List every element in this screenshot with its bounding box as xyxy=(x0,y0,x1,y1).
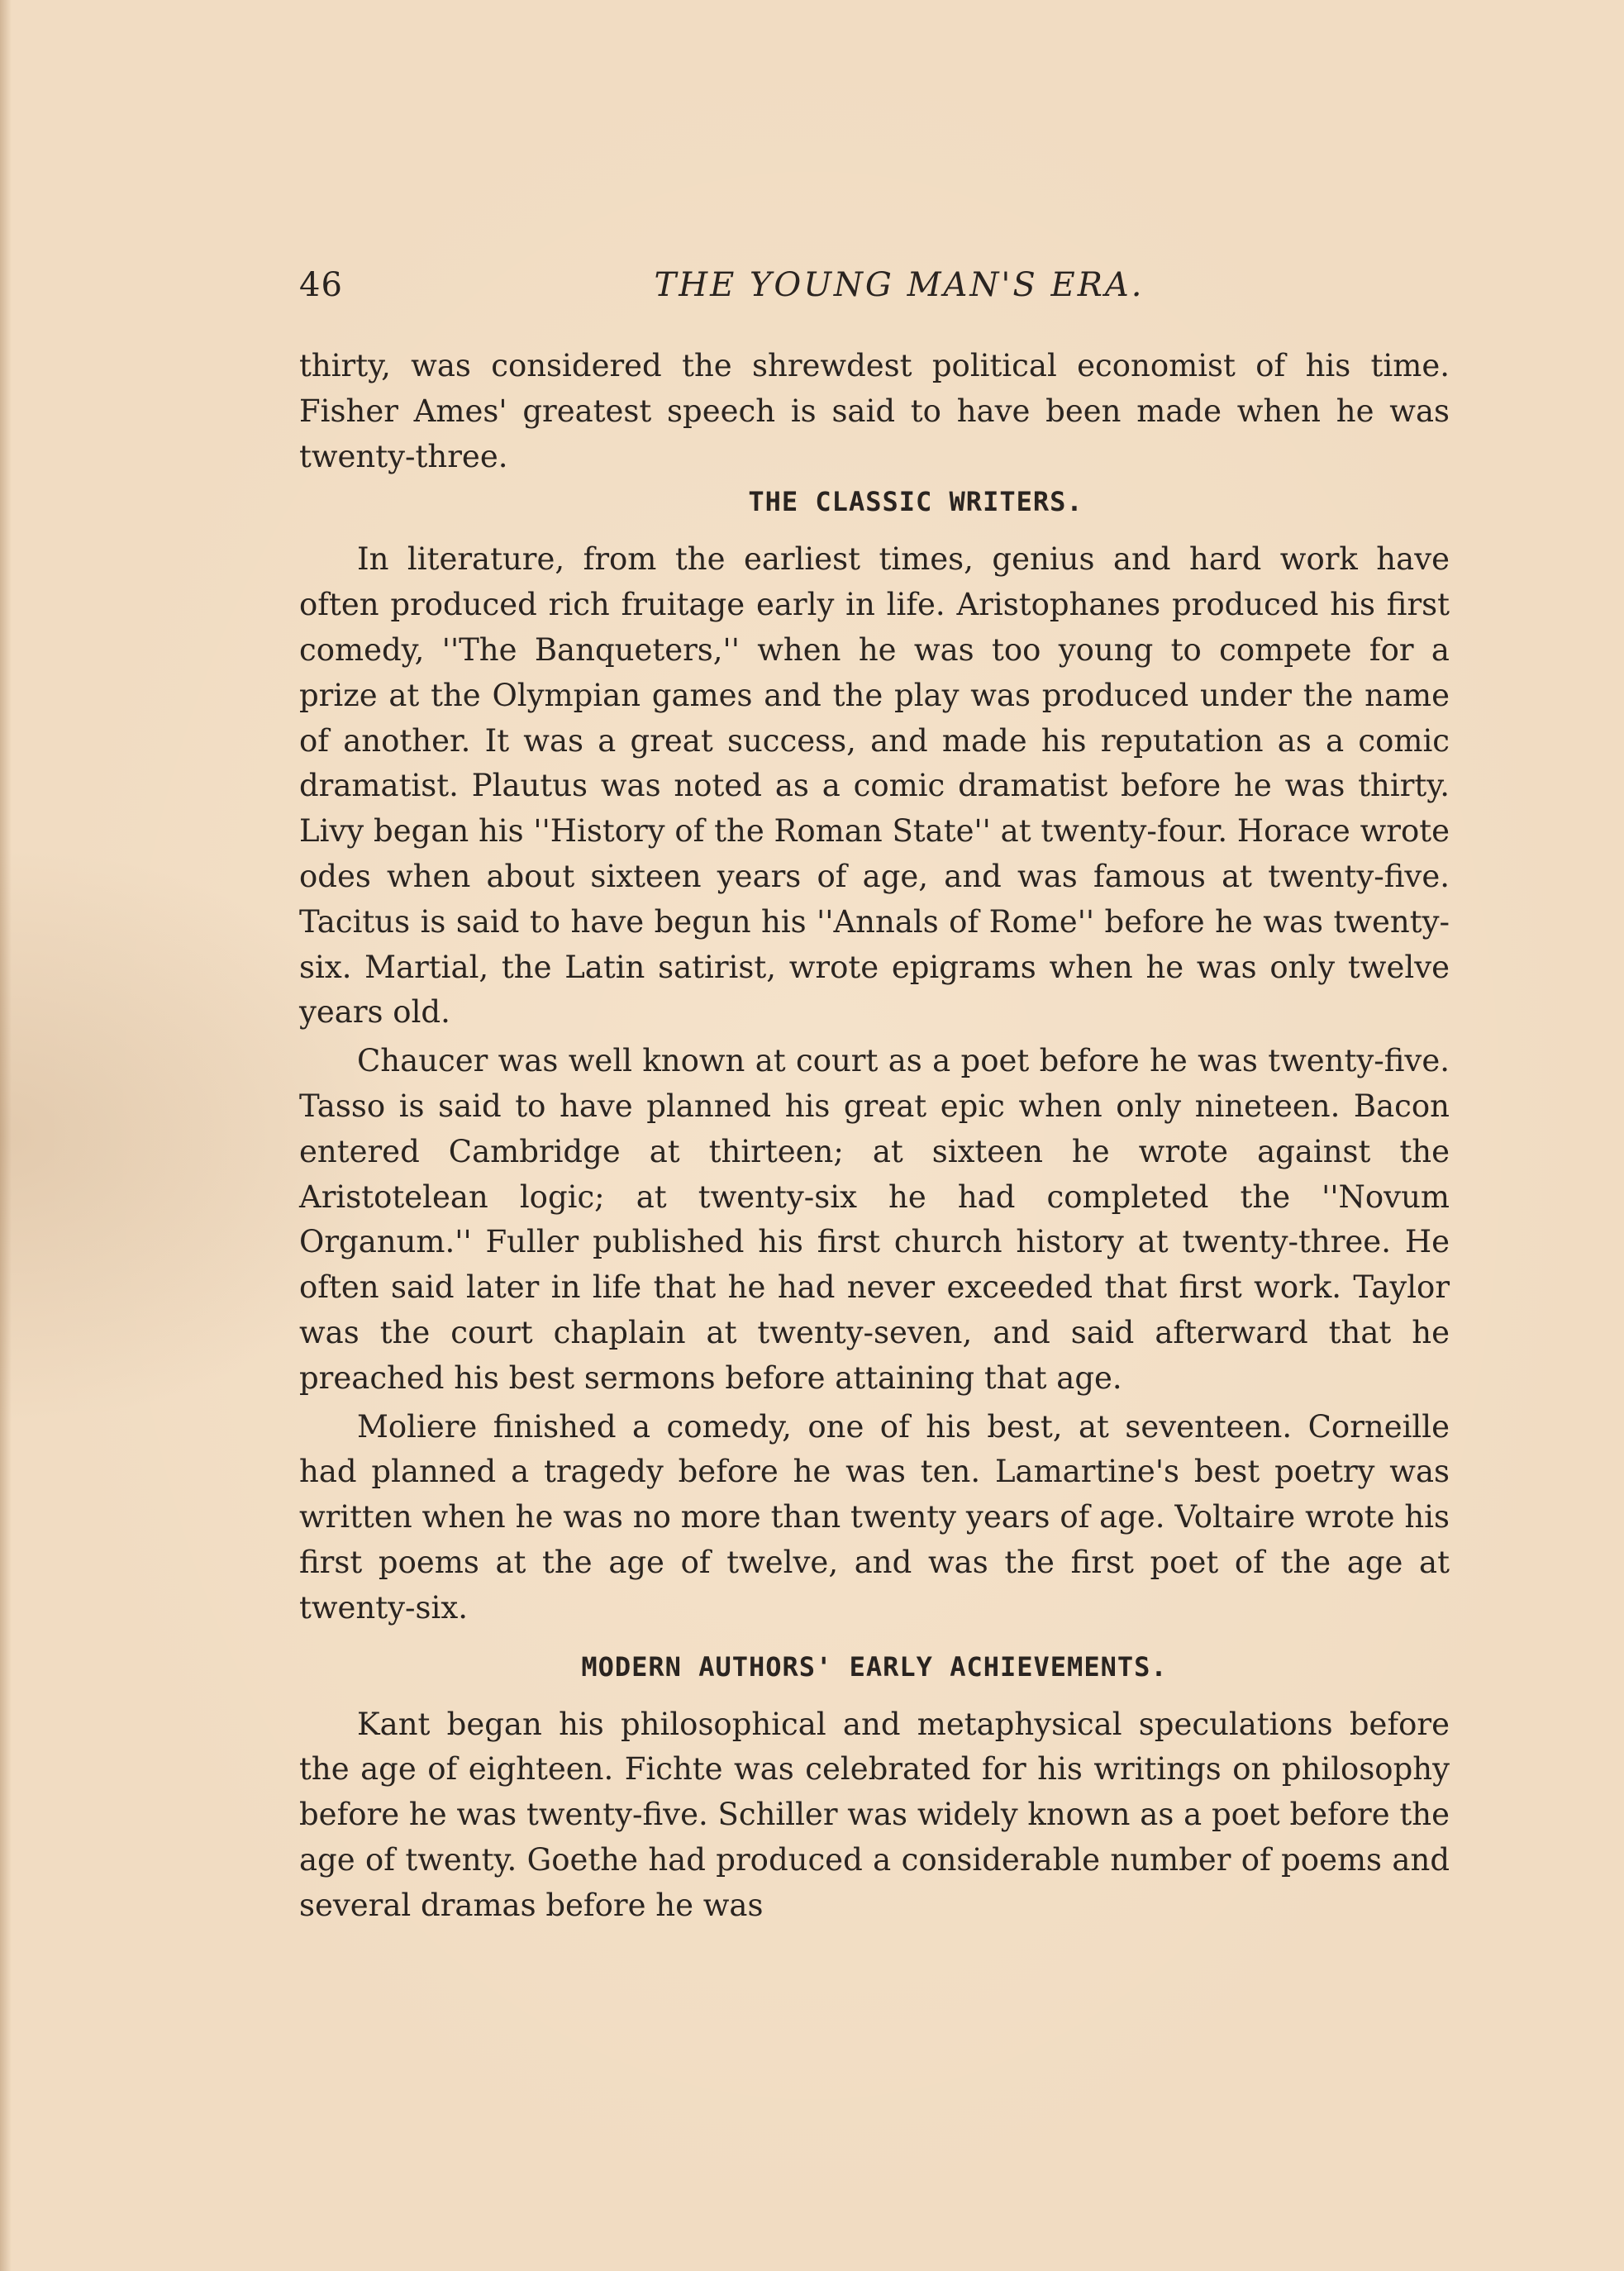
page-number: 46 xyxy=(299,266,343,304)
paragraph: Kant began his philosophical and metaphysical speculations before the age of eighteen. Fichte was celebrated for his writings on philosophy before he was twenty-five. Schiller was widely known as a poet before the age of twenty. Goethe had produced a considerable number of poems and several dramas before he was xyxy=(299,1706,1450,1923)
opening-paragraph: thirty, was considered the shrewdest political economist of his time. Fisher Ames' greatest speech is said to have been made when he was twenty-three. xyxy=(299,348,1450,474)
section-heading-classic-writers: THE CLASSIC WRITERS. xyxy=(748,486,1083,518)
paragraph: Chaucer was well known at court as a poet before he was twenty-five. Tasso is said to have planned his great epic when only nineteen. Bacon entered Cambridge at thirteen; at sixteen he wrote against the Aristotelean logic; at twenty-six he had completed the ''Novum Organum.'' Fuller published his first church history at twenty-three. He often said later in life that he had never exceeded that first work. Taylor was the court chaplain at twenty-seven, and said afterward that he preached his best sermons before attaining that age. xyxy=(299,1043,1450,1396)
running-title: THE YOUNG MAN'S ERA. xyxy=(654,266,1145,304)
running-head xyxy=(299,266,1450,316)
section-heading-modern-authors: MODERN AUTHORS' EARLY ACHIEVEMENTS. xyxy=(581,1650,1168,1683)
paragraph: Moliere finished a comedy, one of his best, at seventeen. Corneille had planned a tragedy before he was ten. Lamartine's best poetry was written when he was no more than twenty years of age. Voltaire wrote his first poems at the age of twelve, and was the first poet of the age at twenty-six. xyxy=(299,1408,1450,1626)
body-text xyxy=(299,344,1450,1929)
paragraph: In literature, from the earliest times, genius and hard work have often produced rich fruitage early in life. Aristophanes produced his first comedy, ''The Banqueters,'' when he was too young to compete for a prize at the Olympian games and the play was produced under the name of another. It was a great success, and made his reputation as a comic dramatist. Plautus was noted as a comic dramatist before he was thirty. Livy began his ''History of the Roman State'' at twenty-four. Horace wrote odes when about sixteen years of age, and was famous at twenty-five. Tacitus is said to have begun his ''Annals of Rome'' before he was twenty-six. Martial, the Latin satirist, wrote epigrams when he was only twelve years old. xyxy=(299,541,1450,1031)
page-edge-shadow xyxy=(0,0,12,2271)
